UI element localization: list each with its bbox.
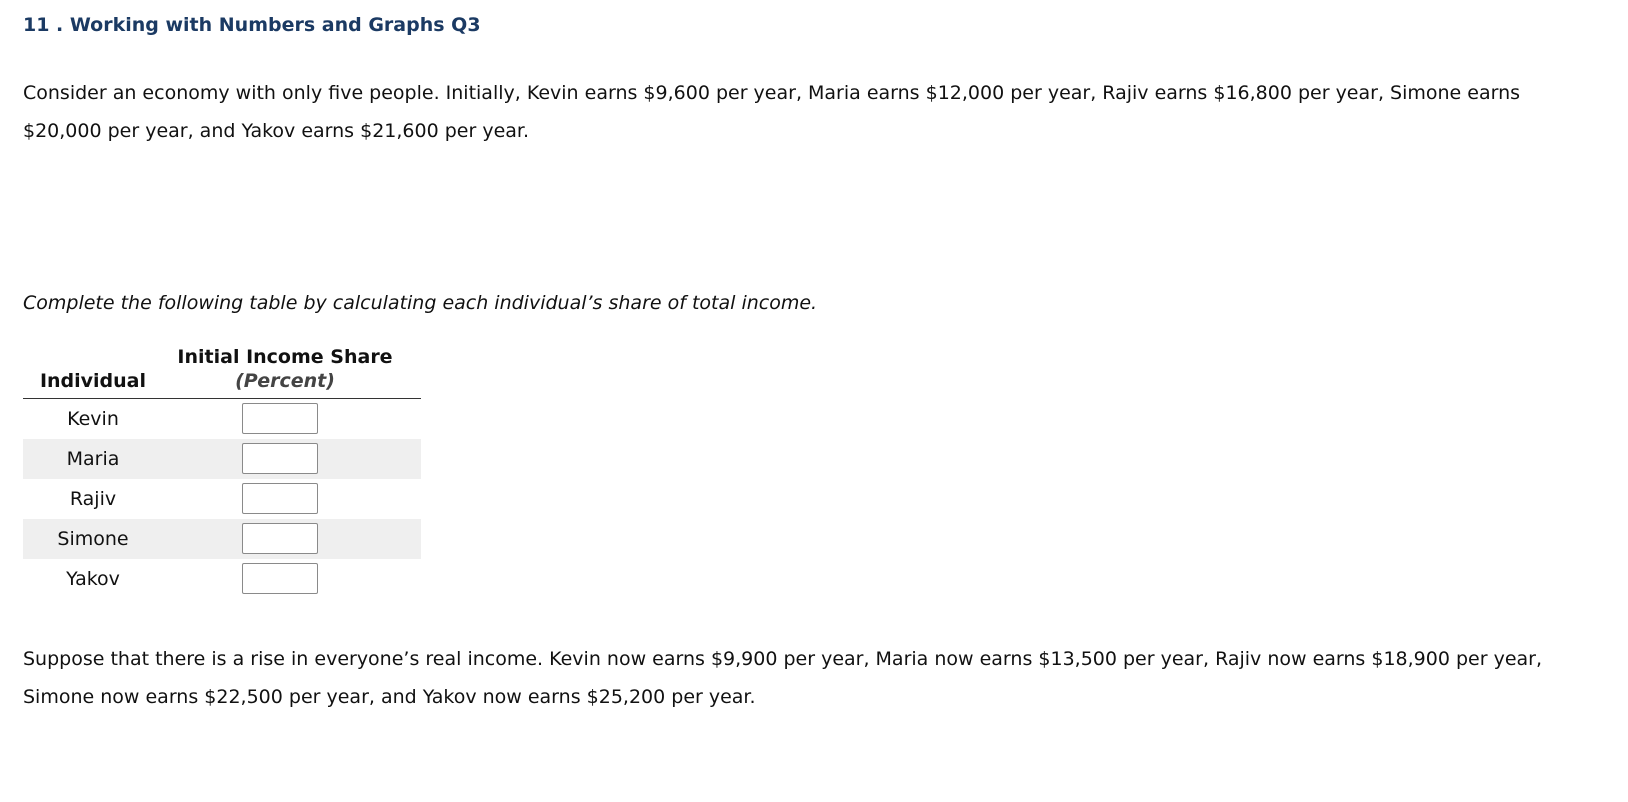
row-name-kevin: Kevin bbox=[67, 408, 119, 430]
table-row-kevin bbox=[23, 399, 421, 439]
row-name-rajiv: Rajiv bbox=[69, 488, 117, 510]
share-input-maria[interactable] bbox=[242, 443, 318, 474]
income-share-table bbox=[23, 346, 421, 599]
table-header bbox=[23, 346, 421, 398]
row-name-simone: Simone bbox=[57, 528, 129, 550]
row-name-maria: Maria bbox=[66, 448, 120, 470]
share-input-yakov[interactable] bbox=[242, 563, 318, 594]
table-row-simone bbox=[23, 519, 421, 559]
row-name-yakov: Yakov bbox=[66, 568, 120, 590]
share-input-simone[interactable] bbox=[242, 523, 318, 554]
header-percent: (Percent) bbox=[235, 370, 335, 392]
income-rise-paragraph: Suppose that there is a rise in everyone’s real income. Kevin now earns $9,900 per year, Maria now earns $13,500 per year, Rajiv now earns $18,900 per year, Simone now earns $22,500 per year, and Yakov now earns $25,200 per year. bbox=[23, 648, 1543, 708]
header-individual: Individual bbox=[39, 370, 147, 392]
question-title: 11 . Working with Numbers and Graphs Q3 bbox=[23, 14, 481, 36]
table-row-maria bbox=[23, 439, 421, 479]
header-initial-income-share: Initial Income Share bbox=[177, 346, 393, 368]
share-input-rajiv[interactable] bbox=[242, 483, 318, 514]
table-instruction: Complete the following table by calculating each individual’s share of total income. bbox=[23, 292, 818, 314]
intro-paragraph: Consider an economy with only five people. Initially, Kevin earns $9,600 per year, Maria earns $12,000 per year, Rajiv earns $16,800 per year, Simone earns $20,000 per year, and Yakov earns $21,600 per year. bbox=[23, 82, 1521, 142]
table-row-yakov bbox=[23, 559, 421, 599]
table-row-rajiv bbox=[23, 479, 421, 519]
share-input-kevin[interactable] bbox=[242, 403, 318, 434]
